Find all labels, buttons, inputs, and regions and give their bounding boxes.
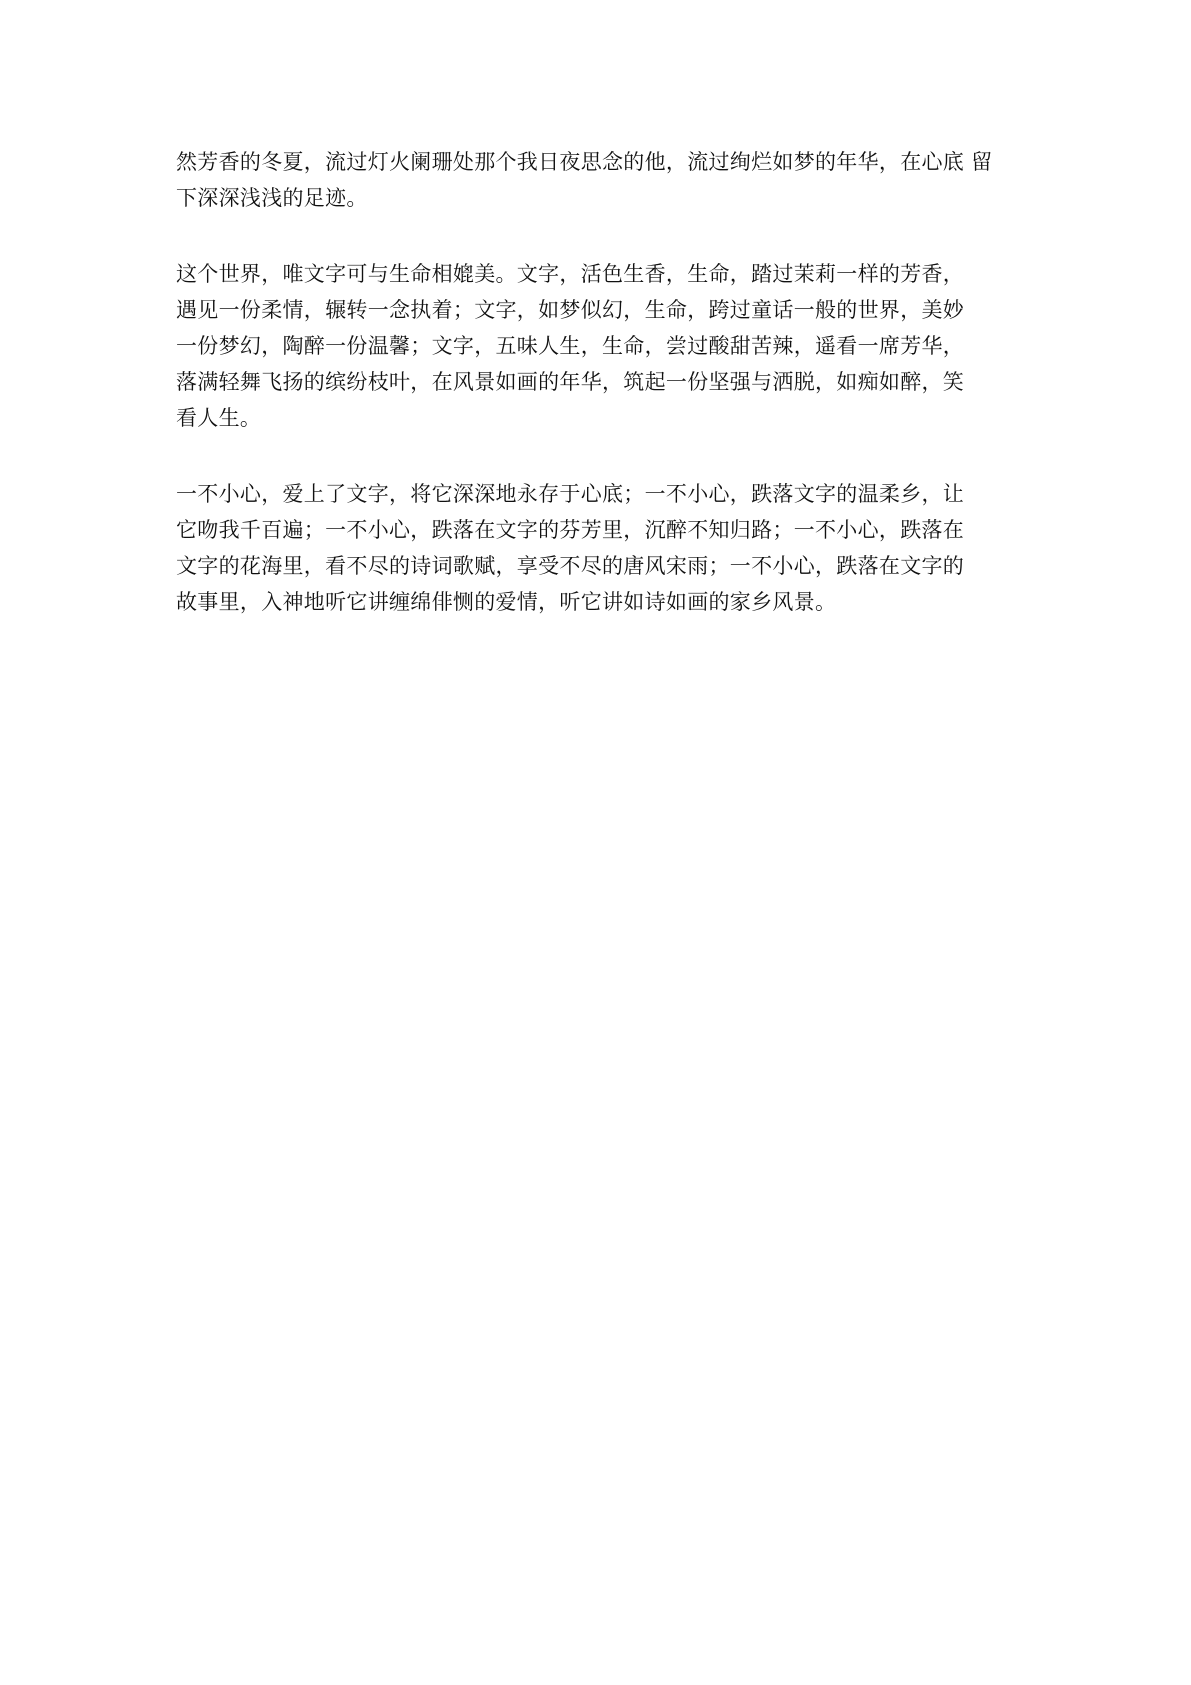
paragraph-line: 它吻我千百遍；一不小心，跌落在文字的芬芳里，沉醉不知归路；一不小心，跌落在 xyxy=(176,518,965,542)
paragraph-line: 看人生。 xyxy=(176,406,262,430)
paragraph-line: 遇见一份柔情，辗转一念执着；文字，如梦似幻，生命，跨过童话一般的世界，美妙 xyxy=(176,298,965,322)
paragraph-line: 然芳香的冬夏，流过灯火阑珊处那个我日夜思念的他，流过绚烂如梦的年华，在心底 留 xyxy=(176,150,993,174)
paragraph-line: 一不小心，爱上了文字，将它深深地永存于心底；一不小心，跌落文字的温柔乡，让 xyxy=(176,482,965,506)
paragraph-line: 下深深浅浅的足迹。 xyxy=(176,186,368,210)
document-body xyxy=(176,144,1036,620)
paragraph-line: 文字的花海里，看不尽的诗词歌赋，享受不尽的唐风宋雨；一不小心，跌落在文字的 xyxy=(176,554,965,578)
paragraph-line: 这个世界，唯文字可与生命相媲美。文字，活色生香，生命，踏过茉莉一样的芳香， xyxy=(176,262,965,286)
paragraph-3 xyxy=(176,476,1036,620)
paragraph-1 xyxy=(176,144,1036,216)
paragraph-2 xyxy=(176,256,1036,436)
paragraph-line: 落满轻舞飞扬的缤纷枝叶，在风景如画的年华，筑起一份坚强与洒脱，如痴如醉，笑 xyxy=(176,370,965,394)
paragraph-line: 故事里，入神地听它讲缠绵俳恻的爱情，听它讲如诗如画的家乡风景。 xyxy=(176,590,837,614)
paragraph-line: 一份梦幻，陶醉一份温馨；文字，五味人生，生命，尝过酸甜苦辣，遥看一席芳华， xyxy=(176,334,965,358)
